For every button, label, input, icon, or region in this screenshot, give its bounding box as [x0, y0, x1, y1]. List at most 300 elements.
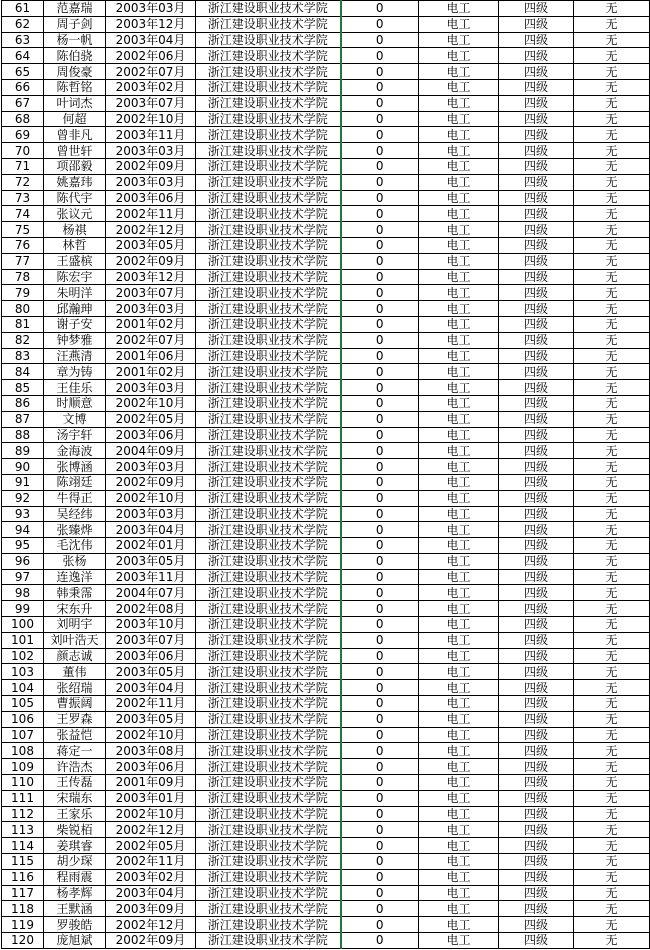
score-cell: 0 — [341, 775, 419, 791]
name-cell: 陈伯骁 — [44, 48, 106, 64]
remark-cell: 无 — [574, 933, 650, 949]
score-cell: 0 — [341, 411, 419, 427]
school-cell: 浙江建设职业技术学院 — [196, 316, 341, 332]
table-row — [2, 301, 650, 317]
table-row — [2, 1, 650, 17]
trade-cell: 电工 — [419, 253, 499, 269]
level-cell: 四级 — [499, 569, 574, 585]
birth-cell: 2002年07月 — [106, 64, 196, 80]
level-cell: 四级 — [499, 174, 574, 190]
remark-cell: 无 — [574, 380, 650, 396]
table-row — [2, 506, 650, 522]
roster-table — [1, 0, 650, 949]
remark-cell: 无 — [574, 490, 650, 506]
remark-cell: 无 — [574, 775, 650, 791]
trade-cell: 电工 — [419, 174, 499, 190]
table-row — [2, 285, 650, 301]
table-row — [2, 759, 650, 775]
name-cell: 牛得正 — [44, 490, 106, 506]
name-cell: 章为铸 — [44, 364, 106, 380]
school-cell: 浙江建设职业技术学院 — [196, 79, 341, 95]
seq-cell: 72 — [2, 174, 44, 190]
level-cell: 四级 — [499, 64, 574, 80]
trade-cell: 电工 — [419, 538, 499, 554]
table-row — [2, 538, 650, 554]
seq-cell: 106 — [2, 711, 44, 727]
name-cell: 周子剑 — [44, 16, 106, 32]
table-row — [2, 711, 650, 727]
remark-cell: 无 — [574, 585, 650, 601]
name-cell: 林哲 — [44, 237, 106, 253]
birth-cell: 2002年10月 — [106, 727, 196, 743]
trade-cell: 电工 — [419, 459, 499, 475]
name-cell: 杨孝辉 — [44, 885, 106, 901]
level-cell: 四级 — [499, 506, 574, 522]
score-cell: 0 — [341, 601, 419, 617]
score-cell: 0 — [341, 111, 419, 127]
remark-cell: 无 — [574, 885, 650, 901]
remark-cell: 无 — [574, 16, 650, 32]
school-cell: 浙江建设职业技术学院 — [196, 901, 341, 917]
seq-cell: 108 — [2, 743, 44, 759]
trade-cell: 电工 — [419, 1, 499, 17]
remark-cell: 无 — [574, 632, 650, 648]
name-cell: 曹振阔 — [44, 696, 106, 712]
trade-cell: 电工 — [419, 143, 499, 159]
school-cell: 浙江建设职业技术学院 — [196, 32, 341, 48]
level-cell: 四级 — [499, 885, 574, 901]
level-cell: 四级 — [499, 822, 574, 838]
score-cell: 0 — [341, 885, 419, 901]
birth-cell: 2002年08月 — [106, 601, 196, 617]
school-cell: 浙江建设职业技术学院 — [196, 285, 341, 301]
birth-cell: 2002年09月 — [106, 474, 196, 490]
seq-cell: 109 — [2, 759, 44, 775]
birth-cell: 2002年10月 — [106, 490, 196, 506]
trade-cell: 电工 — [419, 285, 499, 301]
level-cell: 四级 — [499, 395, 574, 411]
seq-cell: 74 — [2, 206, 44, 222]
score-cell: 0 — [341, 522, 419, 538]
level-cell: 四级 — [499, 127, 574, 143]
trade-cell: 电工 — [419, 48, 499, 64]
seq-cell: 105 — [2, 696, 44, 712]
birth-cell: 2002年07月 — [106, 332, 196, 348]
name-cell: 陈翊廷 — [44, 474, 106, 490]
level-cell: 四级 — [499, 348, 574, 364]
table-row — [2, 237, 650, 253]
trade-cell: 电工 — [419, 348, 499, 364]
table-row — [2, 253, 650, 269]
trade-cell: 电工 — [419, 506, 499, 522]
birth-cell: 2003年04月 — [106, 522, 196, 538]
school-cell: 浙江建设职业技术学院 — [196, 427, 341, 443]
seq-cell: 103 — [2, 664, 44, 680]
score-cell: 0 — [341, 632, 419, 648]
school-cell: 浙江建设职业技术学院 — [196, 743, 341, 759]
birth-cell: 2002年05月 — [106, 838, 196, 854]
birth-cell: 2002年12月 — [106, 222, 196, 238]
school-cell: 浙江建设职业技术学院 — [196, 522, 341, 538]
score-cell: 0 — [341, 806, 419, 822]
level-cell: 四级 — [499, 459, 574, 475]
trade-cell: 电工 — [419, 917, 499, 933]
birth-cell: 2003年11月 — [106, 127, 196, 143]
school-cell: 浙江建设职业技术学院 — [196, 443, 341, 459]
level-cell: 四级 — [499, 111, 574, 127]
name-cell: 陈哲铭 — [44, 79, 106, 95]
table-row — [2, 822, 650, 838]
score-cell: 0 — [341, 869, 419, 885]
seq-cell: 93 — [2, 506, 44, 522]
remark-cell: 无 — [574, 190, 650, 206]
remark-cell: 无 — [574, 617, 650, 633]
table-row — [2, 553, 650, 569]
table-row — [2, 617, 650, 633]
birth-cell: 2002年12月 — [106, 917, 196, 933]
level-cell: 四级 — [499, 585, 574, 601]
score-cell: 0 — [341, 48, 419, 64]
level-cell: 四级 — [499, 522, 574, 538]
name-cell: 谢子安 — [44, 316, 106, 332]
school-cell: 浙江建设职业技术学院 — [196, 411, 341, 427]
birth-cell: 2003年05月 — [106, 711, 196, 727]
birth-cell: 2003年07月 — [106, 632, 196, 648]
name-cell: 何超 — [44, 111, 106, 127]
trade-cell: 电工 — [419, 316, 499, 332]
name-cell: 汪燕清 — [44, 348, 106, 364]
school-cell: 浙江建设职业技术学院 — [196, 1, 341, 17]
name-cell: 董伟 — [44, 664, 106, 680]
roster-table-body — [2, 1, 650, 949]
birth-cell: 2002年01月 — [106, 538, 196, 554]
seq-cell: 102 — [2, 648, 44, 664]
school-cell: 浙江建设职业技术学院 — [196, 380, 341, 396]
level-cell: 四级 — [499, 443, 574, 459]
remark-cell: 无 — [574, 743, 650, 759]
remark-cell: 无 — [574, 648, 650, 664]
score-cell: 0 — [341, 95, 419, 111]
trade-cell: 电工 — [419, 885, 499, 901]
school-cell: 浙江建设职业技术学院 — [196, 806, 341, 822]
score-cell: 0 — [341, 269, 419, 285]
birth-cell: 2002年05月 — [106, 411, 196, 427]
birth-cell: 2003年04月 — [106, 885, 196, 901]
score-cell: 0 — [341, 822, 419, 838]
level-cell: 四级 — [499, 869, 574, 885]
table-row — [2, 790, 650, 806]
score-cell: 0 — [341, 538, 419, 554]
name-cell: 曾世轩 — [44, 143, 106, 159]
name-cell: 韩秉霈 — [44, 585, 106, 601]
birth-cell: 2003年02月 — [106, 79, 196, 95]
name-cell: 项邵毅 — [44, 158, 106, 174]
remark-cell: 无 — [574, 759, 650, 775]
seq-cell: 67 — [2, 95, 44, 111]
level-cell: 四级 — [499, 79, 574, 95]
seq-cell: 112 — [2, 806, 44, 822]
remark-cell: 无 — [574, 474, 650, 490]
level-cell: 四级 — [499, 696, 574, 712]
seq-cell: 83 — [2, 348, 44, 364]
table-row — [2, 838, 650, 854]
table-row — [2, 316, 650, 332]
name-cell: 张绍瑞 — [44, 680, 106, 696]
level-cell: 四级 — [499, 48, 574, 64]
remark-cell: 无 — [574, 901, 650, 917]
remark-cell: 无 — [574, 206, 650, 222]
level-cell: 四级 — [499, 901, 574, 917]
remark-cell: 无 — [574, 838, 650, 854]
remark-cell: 无 — [574, 822, 650, 838]
score-cell: 0 — [341, 664, 419, 680]
birth-cell: 2002年11月 — [106, 854, 196, 870]
seq-cell: 116 — [2, 869, 44, 885]
name-cell: 张博涵 — [44, 459, 106, 475]
trade-cell: 电工 — [419, 79, 499, 95]
table-row — [2, 364, 650, 380]
table-row — [2, 64, 650, 80]
remark-cell: 无 — [574, 48, 650, 64]
remark-cell: 无 — [574, 522, 650, 538]
seq-cell: 118 — [2, 901, 44, 917]
birth-cell: 2002年10月 — [106, 806, 196, 822]
level-cell: 四级 — [499, 301, 574, 317]
name-cell: 刘叶浩天 — [44, 632, 106, 648]
name-cell: 罗骏皓 — [44, 917, 106, 933]
school-cell: 浙江建设职业技术学院 — [196, 111, 341, 127]
table-row — [2, 917, 650, 933]
name-cell: 王传磊 — [44, 775, 106, 791]
birth-cell: 2003年12月 — [106, 16, 196, 32]
birth-cell: 2001年09月 — [106, 775, 196, 791]
name-cell: 蒋定一 — [44, 743, 106, 759]
seq-cell: 80 — [2, 301, 44, 317]
score-cell: 0 — [341, 917, 419, 933]
school-cell: 浙江建设职业技术学院 — [196, 64, 341, 80]
score-cell: 0 — [341, 301, 419, 317]
trade-cell: 电工 — [419, 822, 499, 838]
level-cell: 四级 — [499, 601, 574, 617]
remark-cell: 无 — [574, 459, 650, 475]
birth-cell: 2003年03月 — [106, 506, 196, 522]
table-row — [2, 380, 650, 396]
table-row — [2, 174, 650, 190]
birth-cell: 2003年07月 — [106, 285, 196, 301]
school-cell: 浙江建设职业技术学院 — [196, 648, 341, 664]
seq-cell: 89 — [2, 443, 44, 459]
remark-cell: 无 — [574, 427, 650, 443]
trade-cell: 电工 — [419, 727, 499, 743]
table-row — [2, 48, 650, 64]
score-cell: 0 — [341, 364, 419, 380]
birth-cell: 2003年09月 — [106, 901, 196, 917]
table-row — [2, 933, 650, 949]
table-row — [2, 348, 650, 364]
trade-cell: 电工 — [419, 111, 499, 127]
trade-cell: 电工 — [419, 585, 499, 601]
birth-cell: 2003年05月 — [106, 553, 196, 569]
school-cell: 浙江建设职业技术学院 — [196, 158, 341, 174]
trade-cell: 电工 — [419, 854, 499, 870]
birth-cell: 2003年10月 — [106, 617, 196, 633]
remark-cell: 无 — [574, 269, 650, 285]
seq-cell: 114 — [2, 838, 44, 854]
birth-cell: 2002年11月 — [106, 696, 196, 712]
score-cell: 0 — [341, 696, 419, 712]
name-cell: 周俊豪 — [44, 64, 106, 80]
trade-cell: 电工 — [419, 95, 499, 111]
seq-cell: 119 — [2, 917, 44, 933]
seq-cell: 120 — [2, 933, 44, 949]
birth-cell: 2002年06月 — [106, 48, 196, 64]
table-row — [2, 79, 650, 95]
seq-cell: 81 — [2, 316, 44, 332]
level-cell: 四级 — [499, 158, 574, 174]
birth-cell: 2003年03月 — [106, 459, 196, 475]
seq-cell: 77 — [2, 253, 44, 269]
name-cell: 时顺意 — [44, 395, 106, 411]
remark-cell: 无 — [574, 443, 650, 459]
remark-cell: 无 — [574, 95, 650, 111]
table-row — [2, 680, 650, 696]
level-cell: 四级 — [499, 711, 574, 727]
name-cell: 叶词杰 — [44, 95, 106, 111]
name-cell: 杨一帆 — [44, 32, 106, 48]
school-cell: 浙江建设职业技术学院 — [196, 775, 341, 791]
score-cell: 0 — [341, 174, 419, 190]
table-row — [2, 16, 650, 32]
score-cell: 0 — [341, 474, 419, 490]
remark-cell: 无 — [574, 285, 650, 301]
level-cell: 四级 — [499, 380, 574, 396]
score-cell: 0 — [341, 617, 419, 633]
name-cell: 王盛槟 — [44, 253, 106, 269]
school-cell: 浙江建设职业技术学院 — [196, 237, 341, 253]
level-cell: 四级 — [499, 806, 574, 822]
school-cell: 浙江建设职业技术学院 — [196, 301, 341, 317]
trade-cell: 电工 — [419, 206, 499, 222]
school-cell: 浙江建设职业技术学院 — [196, 506, 341, 522]
remark-cell: 无 — [574, 174, 650, 190]
seq-cell: 66 — [2, 79, 44, 95]
table-row — [2, 901, 650, 917]
birth-cell: 2003年03月 — [106, 1, 196, 17]
birth-cell: 2003年06月 — [106, 190, 196, 206]
score-cell: 0 — [341, 222, 419, 238]
seq-cell: 61 — [2, 1, 44, 17]
remark-cell: 无 — [574, 806, 650, 822]
seq-cell: 84 — [2, 364, 44, 380]
name-cell: 刘明宇 — [44, 617, 106, 633]
seq-cell: 90 — [2, 459, 44, 475]
seq-cell: 88 — [2, 427, 44, 443]
birth-cell: 2003年03月 — [106, 380, 196, 396]
birth-cell: 2002年10月 — [106, 395, 196, 411]
seq-cell: 62 — [2, 16, 44, 32]
school-cell: 浙江建设职业技术学院 — [196, 95, 341, 111]
birth-cell: 2003年11月 — [106, 569, 196, 585]
score-cell: 0 — [341, 727, 419, 743]
level-cell: 四级 — [499, 553, 574, 569]
table-row — [2, 743, 650, 759]
level-cell: 四级 — [499, 933, 574, 949]
trade-cell: 电工 — [419, 158, 499, 174]
trade-cell: 电工 — [419, 743, 499, 759]
seq-cell: 96 — [2, 553, 44, 569]
birth-cell: 2002年10月 — [106, 111, 196, 127]
level-cell: 四级 — [499, 474, 574, 490]
table-row — [2, 411, 650, 427]
name-cell: 王佳乐 — [44, 380, 106, 396]
table-row — [2, 32, 650, 48]
table-row — [2, 869, 650, 885]
score-cell: 0 — [341, 253, 419, 269]
seq-cell: 111 — [2, 790, 44, 806]
school-cell: 浙江建设职业技术学院 — [196, 538, 341, 554]
birth-cell: 2002年11月 — [106, 206, 196, 222]
name-cell: 陈宏宇 — [44, 269, 106, 285]
score-cell: 0 — [341, 569, 419, 585]
score-cell: 0 — [341, 395, 419, 411]
birth-cell: 2003年05月 — [106, 664, 196, 680]
birth-cell: 2003年04月 — [106, 32, 196, 48]
name-cell: 汤宇轩 — [44, 427, 106, 443]
score-cell: 0 — [341, 79, 419, 95]
remark-cell: 无 — [574, 553, 650, 569]
remark-cell: 无 — [574, 917, 650, 933]
name-cell: 范嘉瑞 — [44, 1, 106, 17]
table-row — [2, 269, 650, 285]
school-cell: 浙江建设职业技术学院 — [196, 364, 341, 380]
school-cell: 浙江建设职业技术学院 — [196, 553, 341, 569]
remark-cell: 无 — [574, 711, 650, 727]
school-cell: 浙江建设职业技术学院 — [196, 569, 341, 585]
birth-cell: 2001年06月 — [106, 348, 196, 364]
table-row — [2, 648, 650, 664]
score-cell: 0 — [341, 759, 419, 775]
remark-cell: 无 — [574, 364, 650, 380]
level-cell: 四级 — [499, 680, 574, 696]
table-row — [2, 569, 650, 585]
score-cell: 0 — [341, 16, 419, 32]
seq-cell: 85 — [2, 380, 44, 396]
table-row — [2, 664, 650, 680]
table-row — [2, 885, 650, 901]
remark-cell: 无 — [574, 790, 650, 806]
table-row — [2, 585, 650, 601]
name-cell: 王罗森 — [44, 711, 106, 727]
trade-cell: 电工 — [419, 711, 499, 727]
trade-cell: 电工 — [419, 190, 499, 206]
name-cell: 曾非凡 — [44, 127, 106, 143]
trade-cell: 电工 — [419, 32, 499, 48]
level-cell: 四级 — [499, 727, 574, 743]
name-cell: 程雨震 — [44, 869, 106, 885]
level-cell: 四级 — [499, 427, 574, 443]
level-cell: 四级 — [499, 490, 574, 506]
birth-cell: 2003年08月 — [106, 743, 196, 759]
trade-cell: 电工 — [419, 569, 499, 585]
level-cell: 四级 — [499, 775, 574, 791]
birth-cell: 2003年12月 — [106, 269, 196, 285]
score-cell: 0 — [341, 553, 419, 569]
score-cell: 0 — [341, 348, 419, 364]
score-cell: 0 — [341, 711, 419, 727]
remark-cell: 无 — [574, 506, 650, 522]
trade-cell: 电工 — [419, 522, 499, 538]
level-cell: 四级 — [499, 664, 574, 680]
